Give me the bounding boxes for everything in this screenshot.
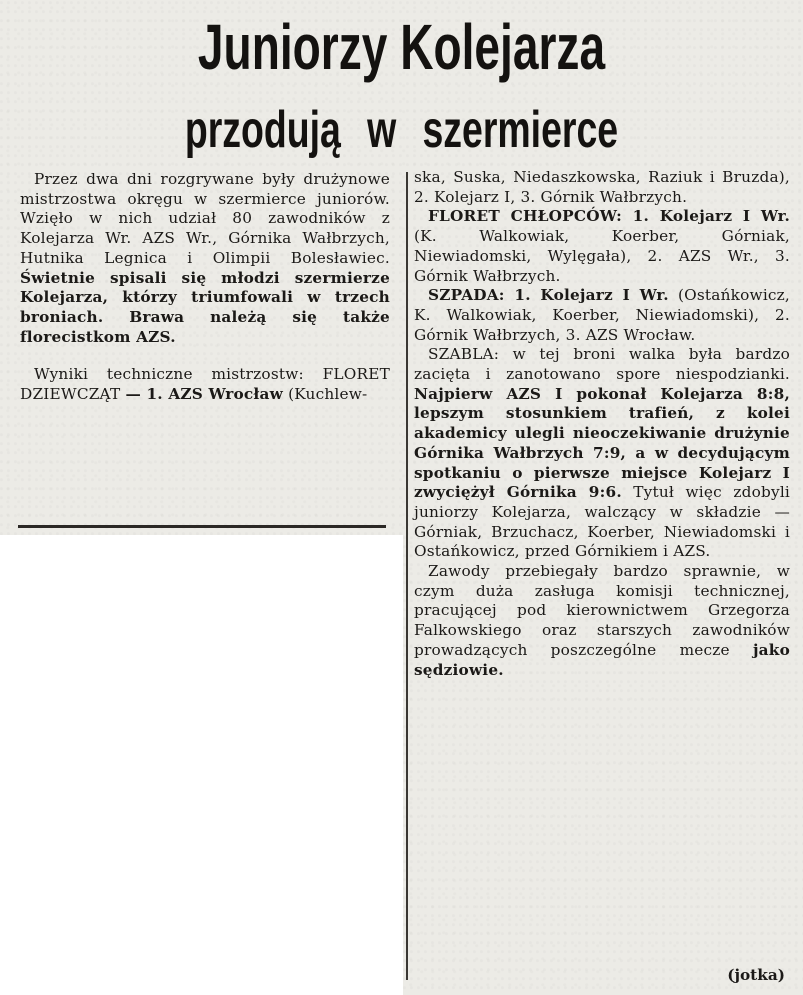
sabre-intro: SZABLA: w tej broni walka była bardzo zacięta i zanotowano spore niespodzianki.: [414, 345, 790, 384]
sabre-bold-results: Najpierw AZS I pokonał Kolejarza 8:8, lepszym stosunkiem trafień, z kolei akademicy ulegli nieoczekiwanie drużynie Górnika Wałbrzych 7:9, a w decydującym spotkaniu o pierwsze miejsce Kolejarz I zwyciężył Górnika 9:6.: [414, 384, 790, 502]
boys-foil-paragraph: [414, 207, 790, 286]
column-divider: [406, 172, 408, 980]
right-column: [414, 168, 790, 680]
sabre-paragraph: [414, 345, 790, 562]
intro-paragraph: [20, 170, 390, 347]
boys-foil-results: (K. Walkowiak, Koerber, Górniak, Niewiadomski, Wylęgała), 2. AZS Wr., 3. Górnik Wałbrzych.: [414, 227, 790, 285]
results-first-place: — 1. AZS Wrocław: [125, 385, 283, 404]
closing-paragraph: [414, 562, 790, 680]
intro-text: Przez dwa dni rozgrywane były drużynowe mistrzostwa okręgu w szermierce juniorów. Wzięło w nich udział 80 zawodników z Kolejarza Wr. AZS Wr., Górnika Wałbrzych, Hutnika Legnica i Olimpii Bolesławiec.: [20, 170, 390, 267]
epee-paragraph: [414, 286, 790, 345]
girls-foil-continued: ska, Suska, Niedaszkowska, Raziuk i Bruzda), 2. Kolejarz I, 3. Górnik Wałbrzych.: [414, 168, 790, 206]
author-byline: (jotka): [727, 966, 785, 984]
results-paragraph: [20, 365, 390, 404]
headline-line-2: przodują w szermierce: [184, 101, 619, 159]
column-end-rule: [18, 525, 386, 528]
closing-bold-text: jako sędziowie.: [414, 640, 790, 679]
left-column: [20, 170, 390, 405]
results-intro-text: Wyniki techniczne mistrzostw: FLORET DZIEWCZĄT: [20, 365, 390, 404]
epee-results: (Ostańkowicz, K. Walkowiak, Koerber, Niewiadomski), 2. Górnik Wałbrzych, 3. AZS Wrocław.: [414, 286, 790, 344]
results-continued-text: (Kuchlew-: [288, 385, 368, 404]
intro-bold-text: Świetnie spisali się młodzi szermierze Kolejarza, którzy triumfowali w trzech broniach. Brawa należą się także florecistkom AZS.: [20, 268, 390, 346]
epee-heading: SZPADA: 1. Kolejarz I Wr.: [428, 286, 669, 305]
closing-text: Zawody przebiegały bardzo sprawnie, w czym duża zasługa komisji technicznej, pracującej pod kierownictwem Grzegorza Falkowskiego oraz starszych zawodników prowadzących poszczególne mecze: [414, 562, 790, 659]
headline-line-1: Juniorzy Kolejarza: [197, 11, 606, 83]
boys-foil-heading: FLORET CHŁOPCÓW: 1. Kolejarz I Wr.: [428, 207, 790, 226]
sabre-summary: Tytuł więc zdobyli juniorzy Kolejarza, walczący w składzie — Górniak, Brzuchacz, Koerber, Niewiadomski i Ostańkowicz, przed Górnikiem i AZS.: [414, 483, 791, 561]
